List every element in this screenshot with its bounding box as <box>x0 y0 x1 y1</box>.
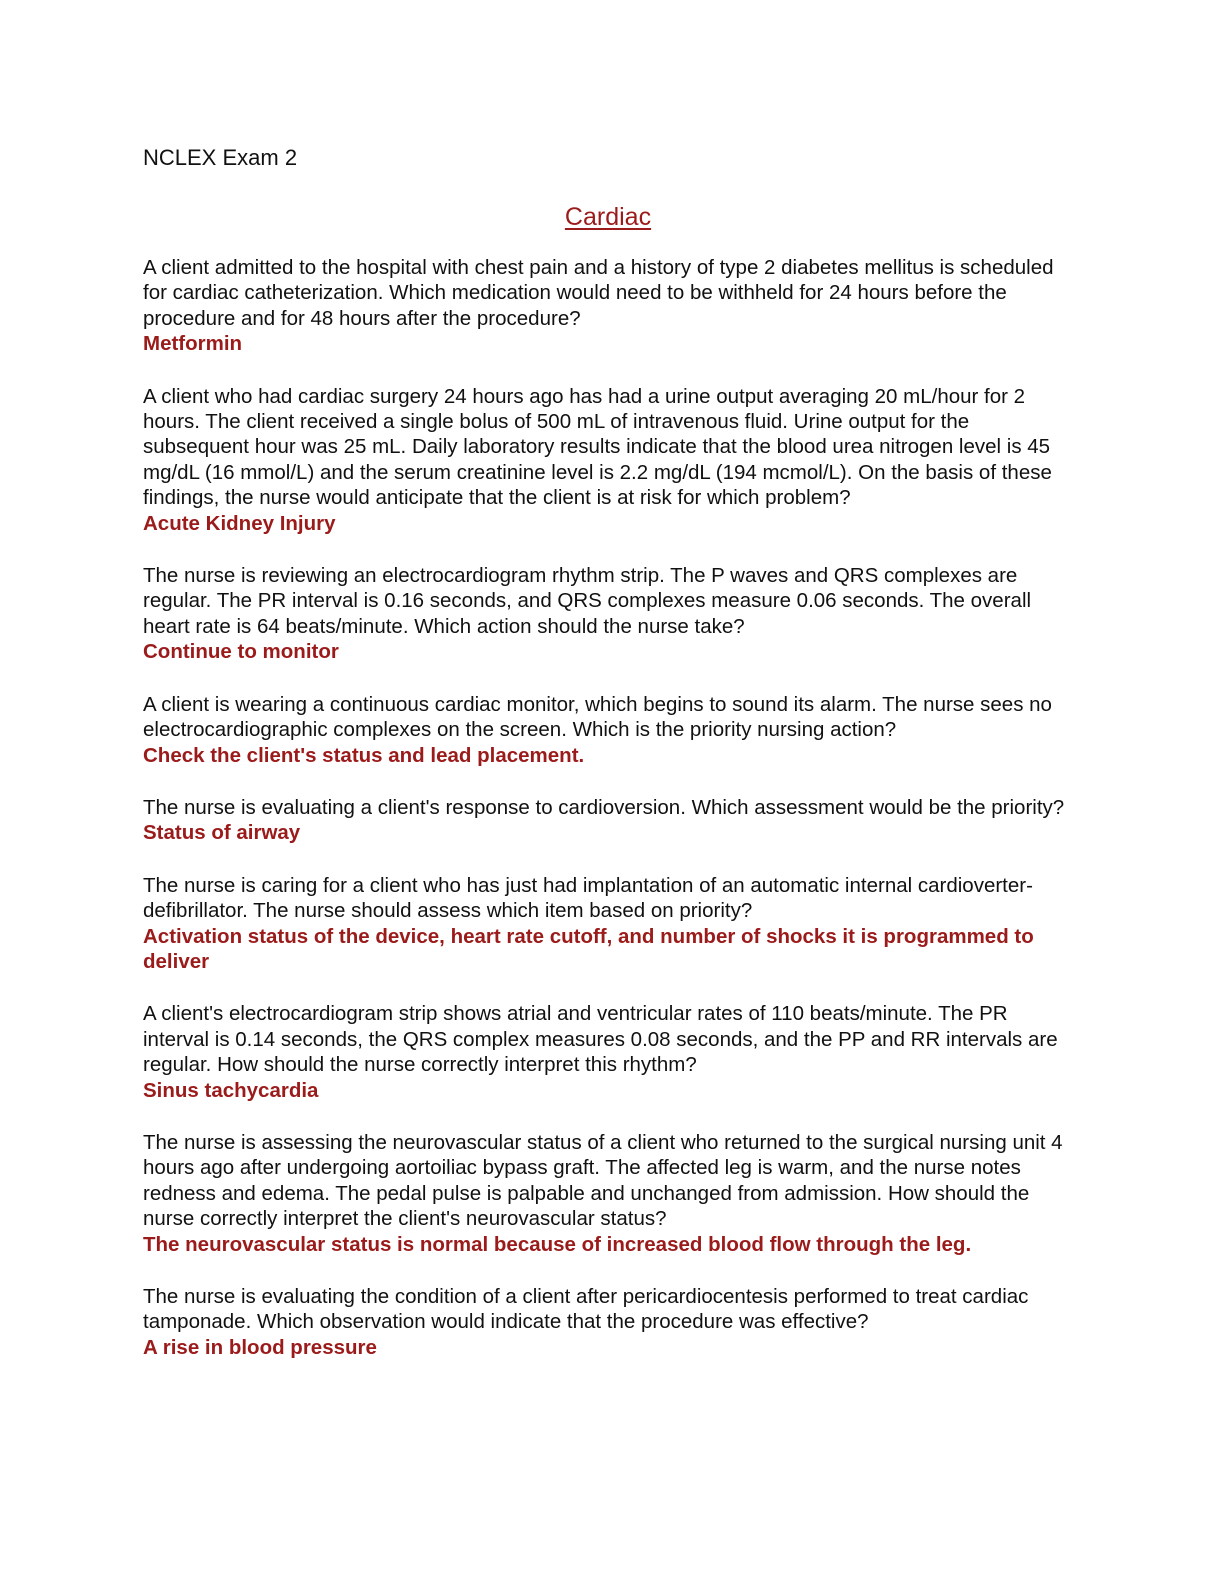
qa-item <box>143 1130 1073 1257</box>
answer-text: A rise in blood pressure <box>143 1335 377 1359</box>
answer-text: Metformin <box>143 332 243 356</box>
question-text: The nurse is caring for a client who has just had implantation of an automatic internal cardioverter-defibrillator. The nurse should assess which item based on priority? <box>143 873 1033 923</box>
question-text: A client's electrocardiogram strip shows atrial and ventricular rates of 110 beats/minute. The PR interval is 0.14 seconds, the QRS complex measures 0.08 seconds, and the PP and RR intervals are regular. How should the nurse correctly interpret this rhythm? <box>143 1002 1058 1077</box>
section-heading: Cardiac <box>564 203 652 231</box>
qa-item <box>143 692 1073 768</box>
qa-item <box>143 255 1073 357</box>
document-page <box>143 143 1073 1387</box>
answer-text: Sinus tachycardia <box>143 1078 319 1102</box>
question-text: A client is wearing a continuous cardiac monitor, which begins to sound its alarm. The nurse sees no electrocardiographic complexes on the screen. Which is the priority nursing action? <box>143 692 1052 742</box>
question-text: The nurse is evaluating a client's response to cardioversion. Which assessment would be the priority? <box>143 795 1065 819</box>
answer-text: Continue to monitor <box>143 640 339 664</box>
qa-item <box>143 384 1073 536</box>
answer-text: Status of airway <box>143 821 301 845</box>
question-list <box>143 255 1073 1360</box>
question-text: The nurse is assessing the neurovascular status of a client who returned to the surgical nursing unit 4 hours ago after undergoing aortoiliac bypass graft. The affected leg is warm, and the nurse notes redness and edema. The pedal pulse is palpable and unchanged from admission. How should the nurse correctly interpret the client's neurovascular status? <box>143 1130 1063 1231</box>
qa-item <box>143 563 1073 665</box>
answer-text: The neurovascular status is normal because of increased blood flow through the leg. <box>143 1232 972 1256</box>
qa-item <box>143 1284 1073 1360</box>
qa-item <box>143 1001 1073 1103</box>
question-text: The nurse is reviewing an electrocardiogram rhythm strip. The P waves and QRS complexes are regular. The PR interval is 0.16 seconds, and QRS complexes measure 0.06 seconds. The overall heart rate is 64 beats/minute. Which action should the nurse take? <box>143 564 1032 638</box>
question-text: A client admitted to the hospital with chest pain and a history of type 2 diabetes mellitus is scheduled for cardiac catheterization. Which medication would need to be withheld for 24 hours before the procedure and for 48 hours after the procedure? <box>143 256 1054 330</box>
answer-text: Check the client's status and lead placement. <box>143 743 585 767</box>
qa-item <box>143 795 1073 846</box>
question-text: The nurse is evaluating the condition of a client after pericardiocentesis performed to treat cardiac tamponade. Which observation would indicate that the procedure was effective? <box>143 1285 1029 1334</box>
answer-text: Acute Kidney Injury <box>143 511 336 535</box>
qa-item <box>143 873 1073 975</box>
document-title: NCLEX Exam 2 <box>143 145 298 170</box>
answer-text: Activation status of the device, heart rate cutoff, and number of shocks it is programmed to deliver <box>143 924 1034 973</box>
question-text: A client who had cardiac surgery 24 hours ago has had a urine output averaging 20 mL/hour for 2 hours. The client received a single bolus of 500 mL of intravenous fluid. Urine output for the subsequent hour was 25 mL. Daily laboratory results indicate that the blood urea nitrogen level is 45 mg/dL (16 mmol/L) and the serum creatinine level is 2.2 mg/dL (194 mcmol/L). On the basis of these findings, the nurse would anticipate that the client is at risk for which problem? <box>143 384 1052 510</box>
